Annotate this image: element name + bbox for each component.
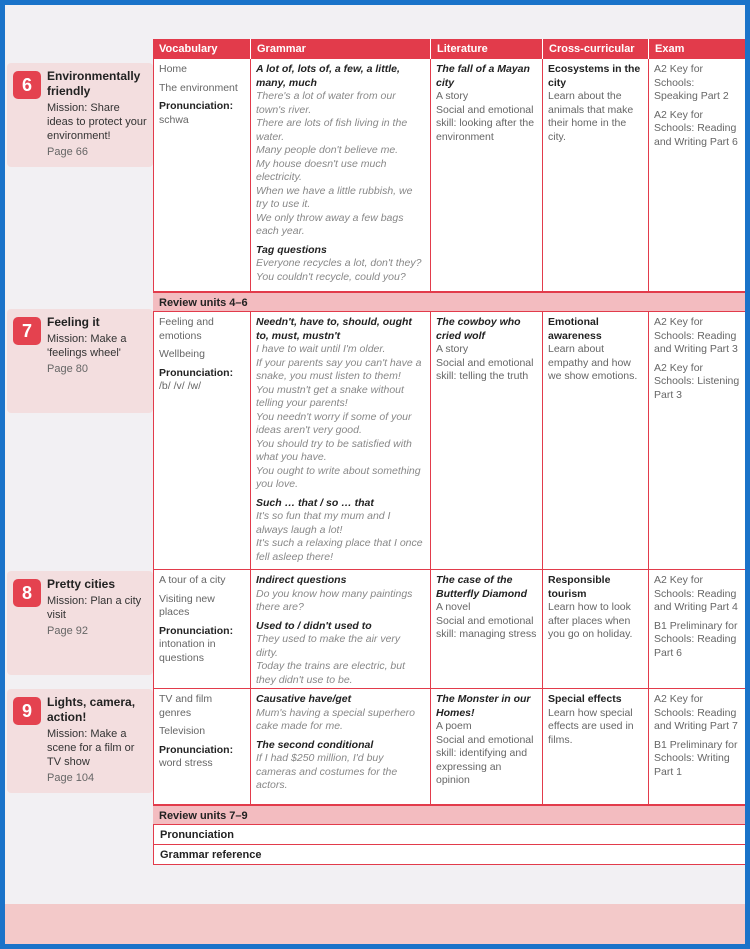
grammar-examples (256, 752, 425, 793)
vocab-topic: TV and film genres (159, 693, 213, 719)
cell-cc-unit-8 (543, 570, 649, 689)
pronunciation-label: Pronunciation: (159, 366, 234, 379)
cell-lit-unit-9 (431, 689, 543, 805)
unit-mission: Mission: Make a scene for a film or TV show (47, 728, 135, 768)
cell-grammar-unit-9 (251, 689, 431, 805)
cell-exam-unit-6 (649, 59, 745, 292)
exam-item: A2 Key for Schools: Reading and Writing Part 3 (654, 316, 738, 355)
exam-item: A2 Key for Schools: Reading and Writing Part 6 (654, 108, 738, 148)
literature-title: The cowboy who cried wolf (436, 316, 521, 342)
unit-card-7 (7, 309, 153, 413)
grammar-example: My house doesn't use much electricity. (256, 157, 387, 183)
vocab-topic: Wellbeing (159, 348, 205, 360)
pronunciation-label: Pronunciation: (159, 624, 234, 637)
grammar-example: You ought to write about something you love. (256, 464, 421, 490)
grammar-example: Today the trains are electric, but they didn't use to be. (256, 660, 406, 686)
unit-title: Feeling it (47, 315, 100, 329)
pronunciation-value: word stress (159, 757, 213, 769)
literature-line: A story (436, 90, 469, 102)
grammar-examples (256, 343, 425, 492)
cross-curricular-text: Learn how to look after places when you go on holiday. (548, 601, 633, 640)
grammar-title: Causative have/get (256, 693, 352, 705)
grammar-examples (256, 633, 425, 687)
grammar-example: If I had $250 million, I'd buy cameras and costumes for the actors. (256, 752, 398, 791)
cell-exam-unit-8 (649, 570, 745, 689)
literature-title: The Monster in our Homes! (436, 693, 531, 719)
grammar-examples (256, 510, 425, 564)
pronunciation-row: Pronunciation (153, 825, 745, 845)
header-vocabulary: Vocabulary (153, 39, 251, 59)
unit-page: Page 66 (47, 146, 88, 158)
grammar-example: When we have a little rubbish, we try to use it. (256, 184, 413, 210)
cell-lit-unit-7 (431, 312, 543, 570)
cell-cc-unit-9 (543, 689, 649, 805)
header-grammar: Grammar (251, 39, 431, 59)
cell-exam-unit-7 (649, 312, 745, 570)
bottom-band (5, 904, 745, 944)
grammar-example: You mustn't get a snake without telling your parents! (256, 383, 404, 409)
grammar-example: We only throw away a few bags each year. (256, 211, 404, 237)
grammar-examples (256, 588, 425, 615)
literature-line: A story (436, 343, 469, 355)
grammar-example: Do you know how many paintings there are? (256, 587, 413, 613)
grammar-examples (256, 707, 425, 734)
cell-grammar-unit-7 (251, 312, 431, 570)
cross-curricular-title: Responsible tourism (548, 574, 611, 600)
pronunciation-value: intonation in questions (159, 638, 216, 664)
unit-mission: Mission: Share ideas to protect your environment! (47, 102, 147, 142)
literature-title: The case of the Butterfly Diamond (436, 574, 528, 600)
unit-page: Page 104 (47, 772, 95, 784)
grammar-example: Everyone recycles a lot, don't they? (256, 257, 422, 269)
cross-curricular-text: Learn about the animals that make their home in the city. (548, 90, 634, 143)
vocab-topic: Feeling and emotions (159, 316, 214, 342)
pronunciation-label: Pronunciation: (159, 743, 234, 756)
vocab-topic: A tour of a city (159, 574, 226, 586)
grammar-example: They used to make the air very dirty. (256, 633, 401, 659)
cell-vocab-unit-6 (153, 59, 251, 292)
cross-curricular-title: Emotional awareness (548, 316, 602, 342)
cell-vocab-unit-9 (153, 689, 251, 805)
cell-lit-unit-6 (431, 59, 543, 292)
unit-page: Page 92 (47, 625, 88, 637)
grammar-example: You should try to be satisfied with what you have. (256, 437, 412, 463)
vocab-topic: Visiting new places (159, 592, 215, 618)
grammar-example: Mum's having a special superhero cake made for me. (256, 706, 416, 732)
exam-item: A2 Key for Schools: Reading and Writing Part 7 (654, 693, 738, 732)
grammar-title: The second conditional (256, 738, 374, 751)
grammar-example: It's such a relaxing place that I once fell asleep there! (256, 537, 423, 563)
grammar-example: There are lots of fish living in the water. (256, 117, 408, 143)
exam-item: B1 Preliminary for Schools: Reading Part 6 (654, 619, 738, 659)
cross-curricular-text: Learn about empathy and how we show emotions. (548, 343, 638, 382)
literature-line: Social and emotional skill: identifying and expressing an opinion (436, 733, 534, 786)
vocab-topic: Home (159, 63, 188, 75)
pronunciation-value: /b/ /v/ /w/ (159, 380, 202, 392)
grammar-title: Needn't, have to, should, ought to, must, mustn't (256, 316, 412, 342)
unit-card-6 (7, 63, 153, 167)
grammar-example: It's so fun that my mum and I always laugh a lot! (256, 510, 391, 536)
exam-item: A2 Key for Schools: Speaking Part 2 (654, 63, 729, 102)
grammar-example: You couldn't recycle, could you? (256, 270, 406, 283)
exam-item: B1 Preliminary for Schools: Writing Part 1 (654, 738, 738, 778)
pronunciation-label: Pronunciation: (159, 100, 234, 112)
unit-card-8 (7, 571, 153, 675)
grammar-examples (256, 90, 425, 239)
unit-title: Pretty cities (47, 577, 116, 591)
cell-exam-unit-9 (649, 689, 745, 805)
grammar-title: Used to / didn't used to (256, 619, 372, 632)
pronunciation-value: schwa (159, 113, 189, 126)
grammar-title: A lot of, lots of, a few, a little, many, much (256, 63, 400, 89)
cross-curricular-title: Special effects (548, 693, 622, 705)
exam-item: A2 Key for Schools: Listening Part 3 (654, 361, 740, 401)
cell-cc-unit-7 (543, 312, 649, 570)
textbook-page (5, 5, 745, 944)
grammar-title: Such … that / so … that (256, 496, 374, 509)
grammar-example: If your parents say you can't have a snake, you must listen to them! (256, 356, 422, 382)
cell-vocab-unit-7 (153, 312, 251, 570)
cell-lit-unit-8 (431, 570, 543, 689)
literature-title: The fall of a Mayan city (436, 63, 530, 89)
cell-cc-unit-6 (543, 59, 649, 292)
cell-grammar-unit-8 (251, 570, 431, 689)
cell-vocab-unit-8 (153, 570, 251, 689)
vocab-topic: Television (159, 725, 206, 737)
vocab-topic: The environment (159, 81, 238, 94)
literature-line: Social and emotional skill: telling the truth (436, 356, 534, 382)
cross-curricular-title: Ecosystems in the city (548, 63, 641, 89)
header-cross-curricular: Cross-curricular (543, 39, 649, 59)
exam-item: A2 Key for Schools: Reading and Writing Part 4 (654, 574, 738, 613)
unit-number: 8 (13, 579, 41, 607)
unit-number: 7 (13, 317, 41, 345)
grammar-title: Tag questions (256, 243, 327, 256)
unit-title: Environmentally friendly (47, 69, 141, 98)
grammar-example: Many people don't believe me. (256, 144, 399, 156)
cross-curricular-text: Learn how special effects are used in films. (548, 706, 634, 746)
header-literature: Literature (431, 39, 543, 59)
unit-mission: Mission: Plan a city visit (47, 595, 142, 621)
header-exam: Exam (649, 39, 745, 59)
grammar-example: There's a lot of water from our town's river. (256, 90, 396, 116)
cell-grammar-unit-6 (251, 59, 431, 292)
unit-mission: Mission: Make a 'feelings wheel' (47, 333, 127, 359)
unit-number: 6 (13, 71, 41, 99)
review-units-7-9: Review units 7–9 (153, 805, 745, 825)
literature-line: Social and emotional skill: managing stress (436, 614, 537, 640)
review-units-4-6: Review units 4–6 (153, 292, 745, 312)
literature-line: A novel (436, 601, 471, 613)
grammar-examples (256, 257, 425, 284)
unit-title: Lights, camera, action! (47, 695, 136, 724)
literature-line: A poem (436, 720, 472, 732)
unit-page: Page 80 (47, 363, 88, 375)
unit-card-9 (7, 689, 153, 793)
grammar-example: I have to wait until I'm older. (256, 343, 386, 355)
unit-number: 9 (13, 697, 41, 725)
grammar-example: You needn't worry if some of your ideas aren't very good. (256, 410, 412, 436)
grammar-reference-row: Grammar reference (153, 845, 745, 865)
grammar-title: Indirect questions (256, 574, 347, 586)
literature-line: Social and emotional skill: looking after the environment (436, 103, 535, 143)
